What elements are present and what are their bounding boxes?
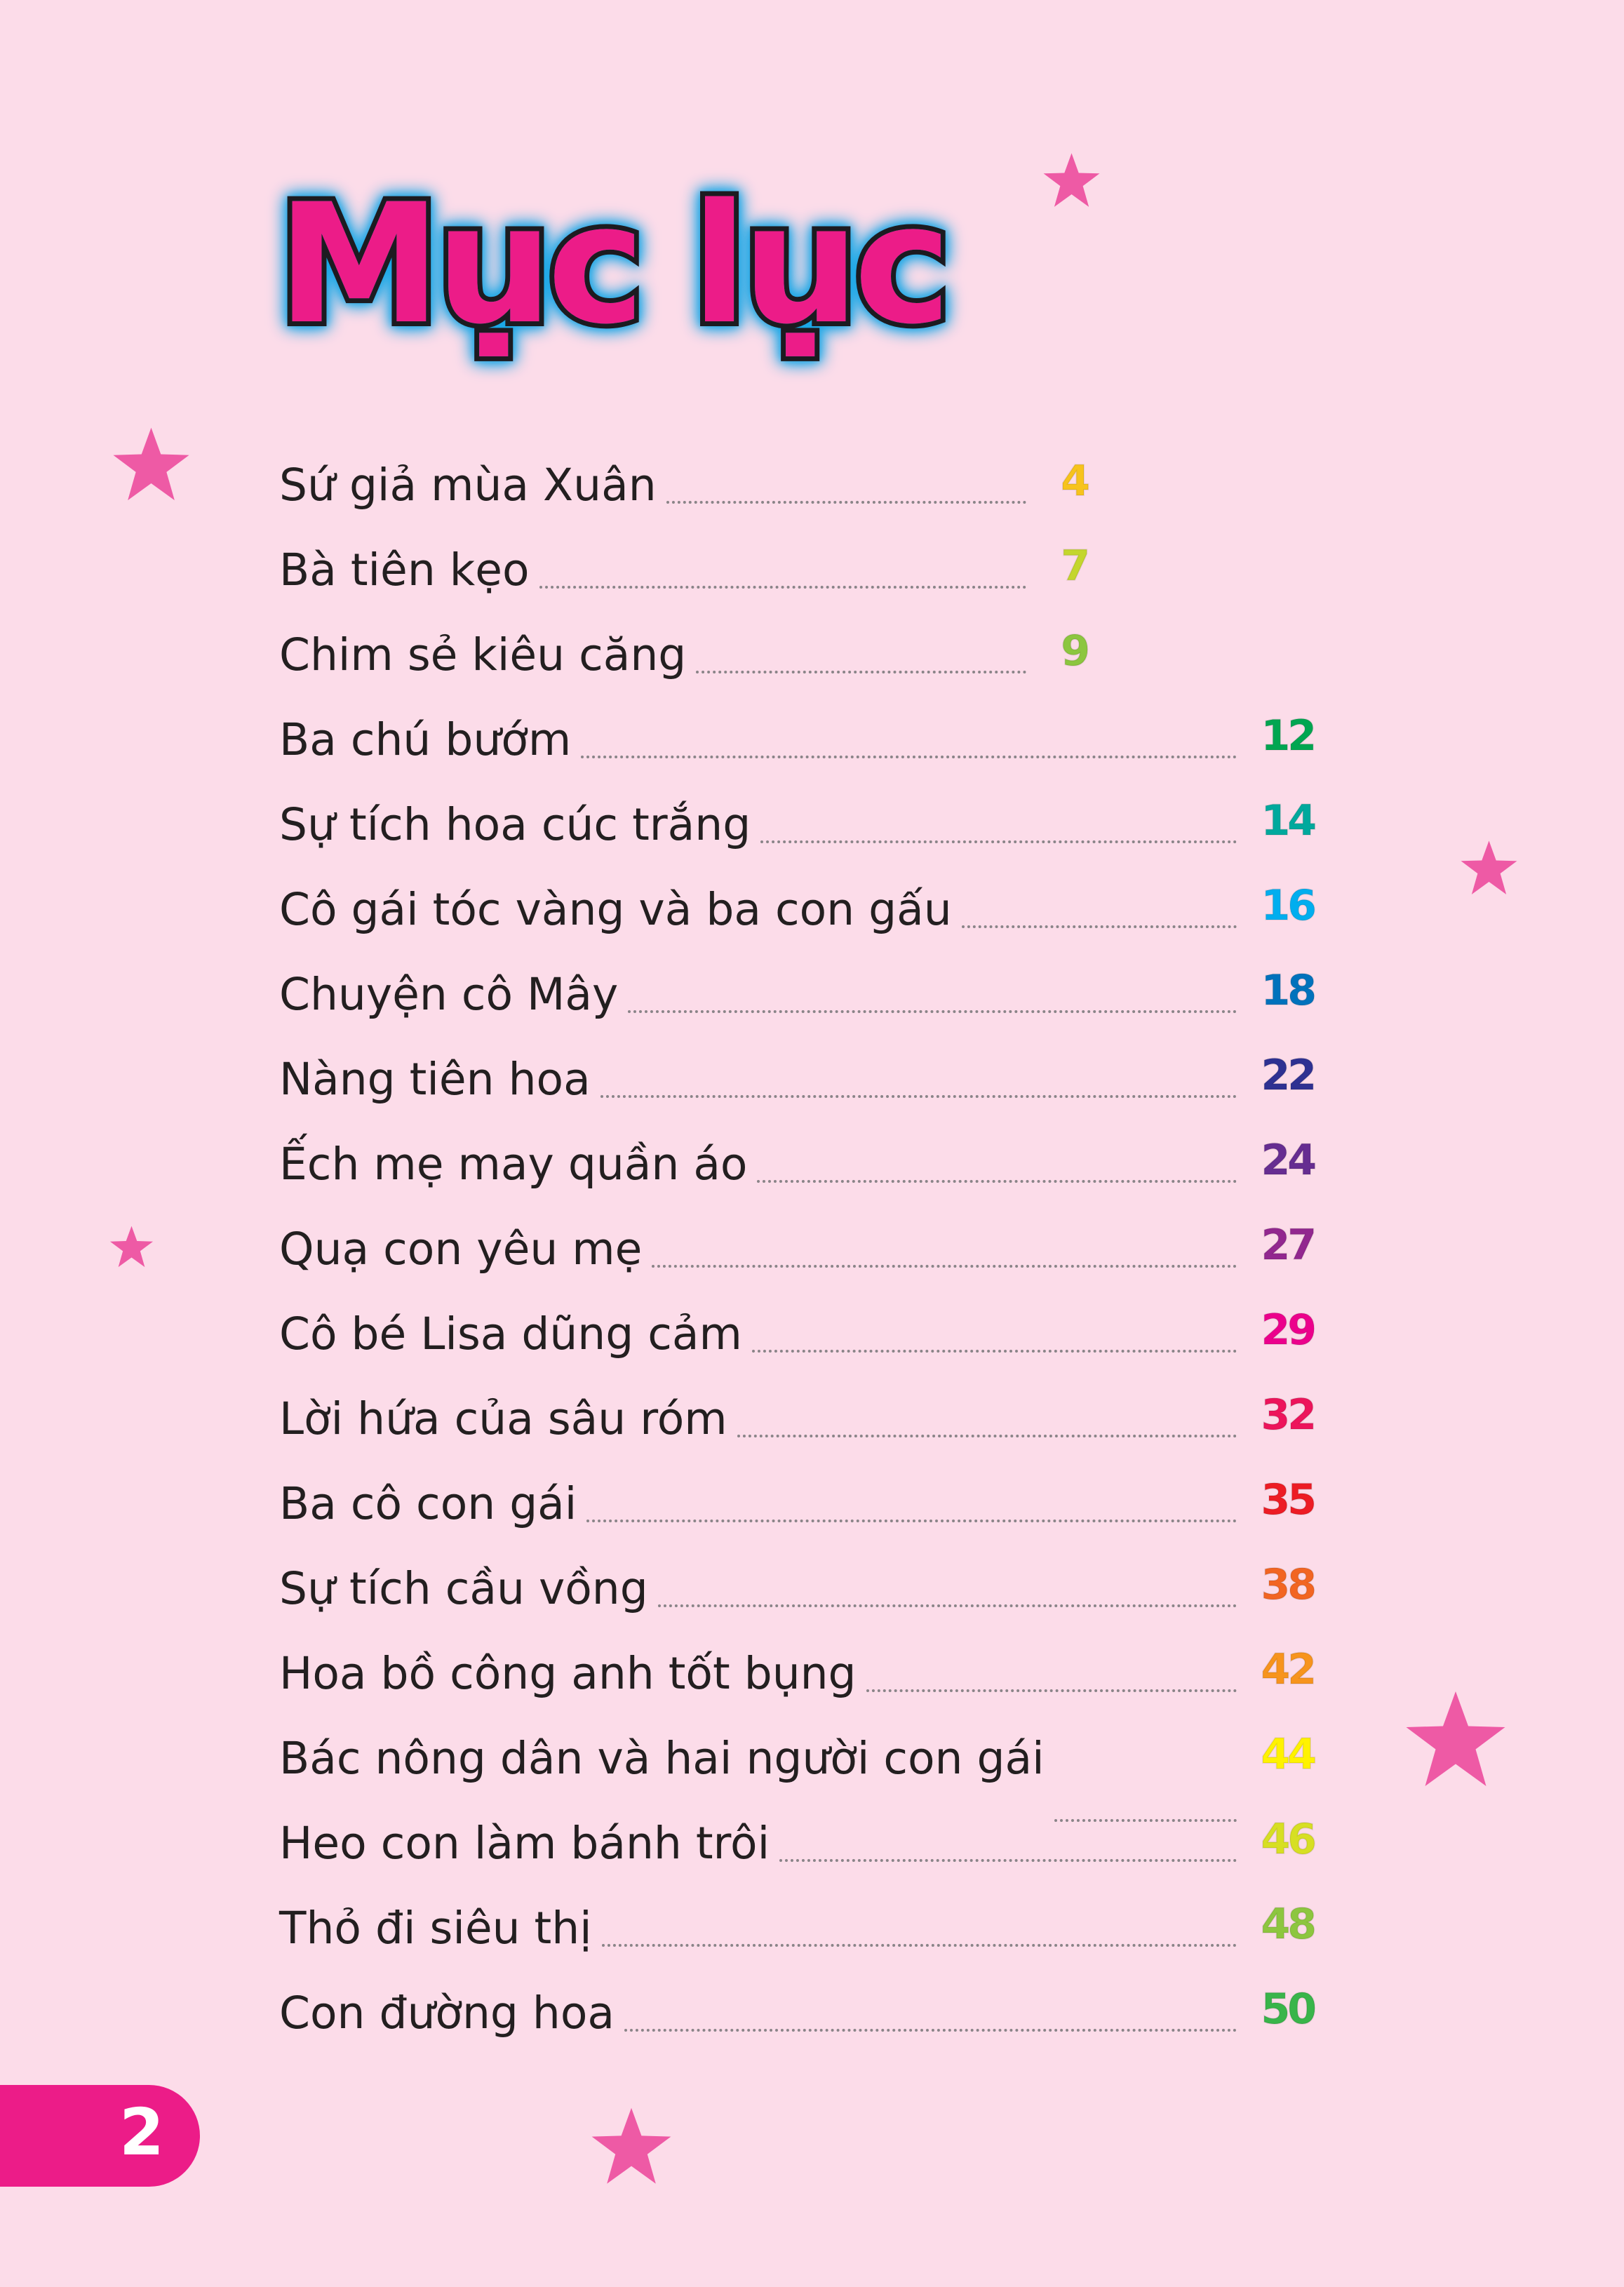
toc-entry[interactable] <box>279 542 1345 632</box>
page-number: 2 <box>119 2095 165 2170</box>
toc-entry-title: Chuyện cô Mây <box>279 969 619 1020</box>
toc-entry[interactable] <box>279 1306 1345 1396</box>
toc-entry-page: 18 <box>1261 966 1314 1015</box>
toc-entry-title: Lời hứa của sâu róm <box>279 1393 727 1444</box>
toc-entry-page: 24 <box>1261 1136 1314 1185</box>
star-icon <box>589 2105 673 2189</box>
toc-entry-page: 35 <box>1261 1475 1314 1524</box>
toc-entry-title: Sứ giả mùa Xuân <box>279 460 657 511</box>
dotted-leader <box>581 756 1237 758</box>
toc-entry[interactable] <box>279 1475 1345 1566</box>
dotted-leader <box>600 1095 1237 1098</box>
toc-entry-title: Thỏ đi siêu thị <box>279 1903 592 1954</box>
toc-entry[interactable] <box>279 966 1345 1057</box>
toc-entry[interactable] <box>279 1390 1345 1481</box>
star-icon <box>1403 1687 1508 1792</box>
dotted-leader <box>866 1689 1237 1692</box>
toc-entry[interactable] <box>279 626 1345 717</box>
toc-entry[interactable] <box>279 1221 1345 1311</box>
dotted-leader <box>760 840 1237 843</box>
toc-entry-page: 9 <box>1061 626 1087 676</box>
dotted-leader <box>539 586 1026 589</box>
toc-entry-title: Heo con làm bánh trôi <box>279 1818 770 1869</box>
toc-entry-page: 48 <box>1261 1900 1314 1949</box>
toc-entry[interactable] <box>279 1730 1345 1820</box>
toc-entry-page: 4 <box>1061 457 1087 506</box>
star-icon <box>111 424 192 505</box>
toc-entry-page: 42 <box>1261 1645 1314 1694</box>
dotted-leader <box>737 1435 1237 1437</box>
dotted-leader <box>779 1859 1237 1862</box>
toc-entry[interactable] <box>279 1645 1345 1736</box>
toc-entry-title: Ba chú bướm <box>279 714 572 765</box>
toc-entry[interactable] <box>279 457 1345 547</box>
toc-entry-page: 46 <box>1261 1815 1314 1864</box>
page-number-tab <box>0 2085 200 2187</box>
toc-entry-page: 50 <box>1261 1985 1314 2034</box>
toc-entry[interactable] <box>279 1815 1345 1905</box>
toc-entry[interactable] <box>279 711 1345 802</box>
toc-entry[interactable] <box>279 1985 1345 2075</box>
toc-entry-page: 22 <box>1261 1051 1314 1100</box>
toc-entry[interactable] <box>279 1560 1345 1651</box>
star-icon <box>109 1224 154 1270</box>
toc-entry-title: Hoa bồ công anh tốt bụng <box>279 1648 857 1699</box>
toc-entry-title: Ếch mẹ may quần áo <box>279 1139 748 1190</box>
dotted-leader <box>652 1265 1237 1268</box>
toc-entry-page: 32 <box>1261 1390 1314 1440</box>
toc-entry-title: Bác nông dân và hai người con gái <box>279 1733 1045 1784</box>
toc-entry-title: Sự tích cầu vồng <box>279 1563 648 1614</box>
toc-entry-page: 12 <box>1261 711 1314 760</box>
toc-entry[interactable] <box>279 796 1345 887</box>
dotted-leader <box>666 501 1026 504</box>
toc-entry-page: 38 <box>1261 1560 1314 1609</box>
dotted-leader <box>586 1520 1237 1522</box>
toc-entry-title: Cô gái tóc vàng và ba con gấu <box>279 884 952 935</box>
toc-entry-page: 27 <box>1261 1221 1314 1270</box>
toc-entry-title: Cô bé Lisa dũng cảm <box>279 1308 742 1360</box>
toc-entry[interactable] <box>279 1051 1345 1141</box>
toc-entry[interactable] <box>279 1900 1345 1990</box>
toc-entry-page: 44 <box>1261 1730 1314 1779</box>
star-icon <box>1042 151 1101 210</box>
page-title: Mục lục <box>277 169 946 361</box>
toc-entry-page: 14 <box>1261 796 1314 845</box>
toc-entry-title: Bà tiên kẹo <box>279 544 530 596</box>
toc-entry-title: Con đường hoa <box>279 1987 615 2039</box>
dotted-leader <box>602 1944 1237 1947</box>
toc-entry-title: Ba cô con gái <box>279 1478 577 1529</box>
toc-entry-title: Quạ con yêu mẹ <box>279 1223 643 1275</box>
toc-entry-page: 7 <box>1061 542 1087 591</box>
toc-entry-title: Nàng tiên hoa <box>279 1054 591 1105</box>
dotted-leader <box>962 925 1237 928</box>
dotted-leader <box>658 1604 1237 1607</box>
toc-entry[interactable] <box>279 881 1345 972</box>
dotted-leader <box>624 2029 1237 2032</box>
dotted-leader <box>752 1350 1237 1353</box>
dotted-leader <box>696 671 1026 673</box>
toc-entry-page: 29 <box>1261 1306 1314 1355</box>
toc-entry-page: 16 <box>1261 881 1314 930</box>
dotted-leader <box>628 1010 1237 1013</box>
star-icon <box>1459 838 1519 898</box>
dotted-leader <box>757 1180 1237 1183</box>
toc-entry[interactable] <box>279 1136 1345 1226</box>
toc-entry-title: Sự tích hoa cúc trắng <box>279 799 751 850</box>
toc-entry-title: Chim sẻ kiêu căng <box>279 629 687 680</box>
